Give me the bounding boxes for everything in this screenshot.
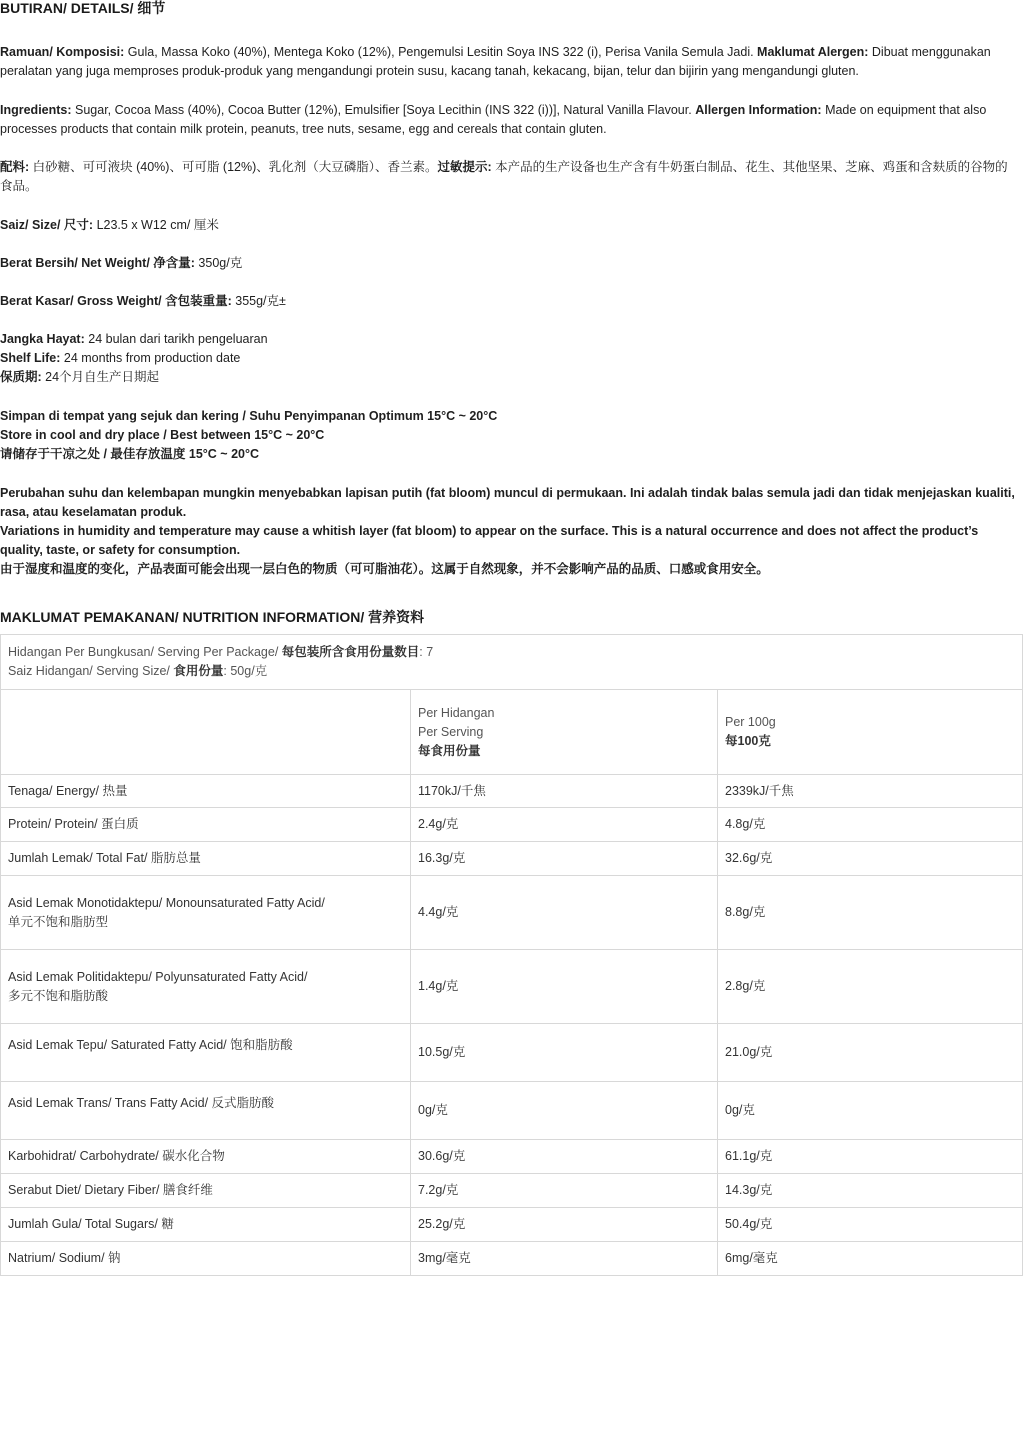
serving-per-package-cn: 每包装所含食用份量数目 [281, 645, 420, 659]
nutrient-per-100g: 2339kJ/千焦 [718, 775, 1023, 808]
nutrient-per-100g: 61.1g/克 [718, 1140, 1023, 1174]
nutrient-name [1, 1242, 411, 1276]
nutrient-row [1, 808, 1023, 842]
shelf-life-ms [0, 330, 1020, 349]
storage-en: Store in cool and dry place / Best between 15°C ~ 20°C [0, 428, 325, 442]
nutrient-per-serving: 0g/克 [411, 1082, 718, 1140]
gross-weight-value: 355g/克± [231, 294, 286, 308]
fat-bloom-en: Variations in humidity and temperature may cause a whitish layer (fat bloom) to appear on the surface. This is a natural occurrence and does not affect the product’s quality, taste, or safety for consumption. [0, 524, 979, 557]
serving-size-cn: 食用份量 [173, 664, 224, 678]
serving-size [8, 662, 1015, 681]
size-label: Saiz/ Size/ 尺寸: [0, 218, 94, 232]
per-100g-cn: 每100克 [725, 734, 771, 748]
allergen-ms-text: Dibuat menggunakan peralatan yang juga memproses produk-produk yang mengandungi protein susu, kacang tanah, kekacang, bijan, telur dan bijirin yang mengandungi gluten. [0, 45, 991, 78]
nutrient-per-100g: 50.4g/克 [718, 1208, 1023, 1242]
shelf-life-ms-label: Jangka Hayat: [0, 332, 85, 346]
gross-weight-line [0, 292, 1020, 311]
nutrient-row [1, 1082, 1023, 1140]
size-line [0, 216, 1020, 235]
nutrient-name [1, 775, 411, 808]
nutrient-name [1, 842, 411, 876]
nutrient-per-serving: 4.4g/克 [411, 876, 718, 950]
composition-ms-text: Gula, Massa Koko (40%), Mentega Koko (12%), Pengemulsi Lesitin Soya INS 322 (i), Perisa Vanila Semula Jadi. [124, 45, 758, 59]
serving-per-package-value: : 7 [419, 645, 434, 659]
per-100g-en: Per 100g [725, 715, 776, 729]
nutrient-per-serving: 3mg/毫克 [411, 1242, 718, 1276]
nutrient-per-100g: 2.8g/克 [718, 950, 1023, 1024]
allergen-en-label: Allergen Information: [695, 103, 822, 117]
nutrient-per-100g: 8.8g/克 [718, 876, 1023, 950]
nutrient-name-line: Asid Lemak Trans/ Trans Fatty Acid/ 反式脂肪酸 [8, 1096, 275, 1110]
column-header-row [1, 690, 1023, 775]
shelf-life-en [0, 349, 1020, 368]
shelf-life-cn-value: 24个月自生产日期起 [41, 370, 160, 384]
nutrient-per-serving: 7.2g/克 [411, 1174, 718, 1208]
serving-per-package-label: Hidangan Per Bungkusan/ Serving Per Package/ [8, 645, 282, 659]
nutrition-heading: MAKLUMAT PEMAKANAN/ NUTRITION INFORMATION/ 营养资料 [0, 609, 425, 625]
nutrient-name-line: Serabut Diet/ Dietary Fiber/ 膳食纤维 [8, 1183, 213, 1197]
nutrient-name [1, 808, 411, 842]
nutrient-name [1, 1082, 411, 1140]
nutrient-name [1, 1174, 411, 1208]
size-value: L23.5 x W12 cm/ 厘米 [93, 218, 219, 232]
gross-weight-label: Berat Kasar/ Gross Weight/ 含包装重量: [0, 294, 232, 308]
net-weight-value: 350g/克 [194, 256, 243, 270]
shelf-life-block [0, 330, 1020, 387]
serving-info-row [1, 635, 1023, 690]
allergen-cn-text: 本产品的生产设备也生产含有牛奶蛋白制品、花生、其他坚果、芝麻、鸡蛋和含麸质的谷物的食品。 [0, 160, 1008, 193]
net-weight-label: Berat Bersih/ Net Weight/ 净含量: [0, 256, 195, 270]
details-heading: BUTIRAN/ DETAILS/ 细节 [0, 0, 166, 16]
nutrient-per-100g: 21.0g/克 [718, 1024, 1023, 1082]
nutrient-row [1, 1174, 1023, 1208]
nutrient-rows [1, 775, 1023, 1276]
ingredients-cn [0, 158, 1020, 196]
fat-bloom-cn: 由于湿度和温度的变化，产品表面可能会出现一层白色的物质（可可脂油花）。这属于自然现象，并不会影响产品的品质、口感或食用安全。 [0, 562, 769, 576]
nutrient-row [1, 1242, 1023, 1276]
serving-info-cell [1, 635, 1023, 690]
nutrient-name-line: Asid Lemak Tepu/ Saturated Fatty Acid/ 饱和脂肪酸 [8, 1038, 293, 1052]
fat-bloom-block [0, 484, 1020, 579]
nutrient-per-serving: 10.5g/克 [411, 1024, 718, 1082]
ingredients-en [0, 101, 1020, 139]
shelf-life-en-label: Shelf Life: [0, 351, 61, 365]
nutrient-per-100g: 32.6g/克 [718, 842, 1023, 876]
shelf-life-cn [0, 368, 1020, 387]
allergen-en-text: Made on equipment that also processes products that contain milk protein, peanuts, tree nuts, sesame, egg and cereals that contain gluten. [0, 103, 987, 136]
nutrition-table [0, 634, 1023, 1276]
net-weight-line [0, 254, 1020, 273]
nutrient-per-serving: 25.2g/克 [411, 1208, 718, 1242]
nutrient-name [1, 950, 411, 1024]
nutrient-name-line: Protein/ Protein/ 蛋白质 [8, 817, 139, 831]
ingredients-cn-label: 配料: [0, 160, 30, 174]
nutrient-row [1, 1024, 1023, 1082]
nutrient-per-serving: 1170kJ/千焦 [411, 775, 718, 808]
per-serving-en: Per Serving [418, 724, 484, 739]
nutrient-per-100g: 14.3g/克 [718, 1174, 1023, 1208]
composition-ms [0, 43, 1020, 81]
nutrient-name-line: Karbohidrat/ Carbohydrate/ 碳水化合物 [8, 1149, 225, 1163]
nutrient-row [1, 950, 1023, 1024]
nutrient-per-100g: 6mg/毫克 [718, 1242, 1023, 1276]
per-serving-ms: Per Hidangan [418, 705, 495, 720]
nutrient-name-line-cn: 多元不饱和脂肪酸 [8, 988, 109, 1003]
shelf-life-en-value: 24 months from production date [60, 351, 241, 365]
nutrient-row [1, 1140, 1023, 1174]
nutrient-row [1, 775, 1023, 808]
nutrient-row [1, 842, 1023, 876]
nutrient-per-100g: 4.8g/克 [718, 808, 1023, 842]
ingredients-cn-text: 白砂糖、可可液块 (40%)、可可脂 (12%)、乳化剂（大豆磷脂）、香兰素。 [29, 160, 438, 174]
nutrient-per-serving: 30.6g/克 [411, 1140, 718, 1174]
storage-block [0, 407, 1020, 464]
nutrient-name [1, 876, 411, 950]
nutrient-name-line: Asid Lemak Politidaktepu/ Polyunsaturated Fatty Acid/ [8, 969, 308, 984]
nutrient-name [1, 1140, 411, 1174]
per-serving-cn: 每食用份量 [418, 743, 481, 758]
nutrient-per-serving: 1.4g/克 [411, 950, 718, 1024]
allergen-ms-label: Maklumat Alergen: [757, 45, 869, 59]
ingredients-en-label: Ingredients: [0, 103, 72, 117]
nutrient-name-line: Asid Lemak Monotidaktepu/ Monounsaturated Fatty Acid/ [8, 895, 325, 910]
nutrient-name-line: Jumlah Gula/ Total Sugars/ 糖 [8, 1217, 174, 1231]
header-per-100g [718, 690, 1023, 775]
nutrient-name-line: Jumlah Lemak/ Total Fat/ 脂肪总量 [8, 851, 201, 865]
nutrient-row [1, 876, 1023, 950]
nutrient-per-100g: 0g/克 [718, 1082, 1023, 1140]
nutrient-name [1, 1208, 411, 1242]
ingredients-en-text: Sugar, Cocoa Mass (40%), Cocoa Butter (12%), Emulsifier [Soya Lecithin (INS 322 (i))], Natural Vanilla Flavour. [71, 103, 696, 117]
serving-per-package [8, 643, 1015, 662]
nutrient-row [1, 1208, 1023, 1242]
nutrient-per-serving: 16.3g/克 [411, 842, 718, 876]
shelf-life-cn-label: 保质期: [0, 370, 42, 384]
composition-ms-label: Ramuan/ Komposisi: [0, 45, 125, 59]
header-per-serving [411, 690, 718, 775]
nutrient-name-line-cn: 单元不饱和脂肪型 [8, 914, 109, 929]
header-empty-cell [1, 690, 411, 775]
nutrient-name-line: Natrium/ Sodium/ 钠 [8, 1251, 121, 1265]
nutrient-per-serving: 2.4g/克 [411, 808, 718, 842]
serving-size-value: : 50g/克 [223, 664, 268, 678]
storage-ms: Simpan di tempat yang sejuk dan kering / Suhu Penyimpanan Optimum 15°C ~ 20°C [0, 409, 498, 423]
shelf-life-ms-value: 24 bulan dari tarikh pengeluaran [84, 332, 268, 346]
nutrient-name-line: Tenaga/ Energy/ 热量 [8, 783, 128, 798]
storage-cn: 请储存于干凉之处 / 最佳存放温度 15°C ~ 20°C [0, 447, 259, 461]
fat-bloom-ms: Perubahan suhu dan kelembapan mungkin menyebabkan lapisan putih (fat bloom) muncul di permukaan. Ini adalah tindak balas semula jadi dan tidak menjejaskan kualiti, rasa, atau keselamatan produk. [0, 486, 1015, 519]
nutrient-name [1, 1024, 411, 1082]
allergen-cn-label: 过敏提示: [437, 160, 492, 174]
serving-size-label: Saiz Hidangan/ Serving Size/ [8, 664, 174, 678]
